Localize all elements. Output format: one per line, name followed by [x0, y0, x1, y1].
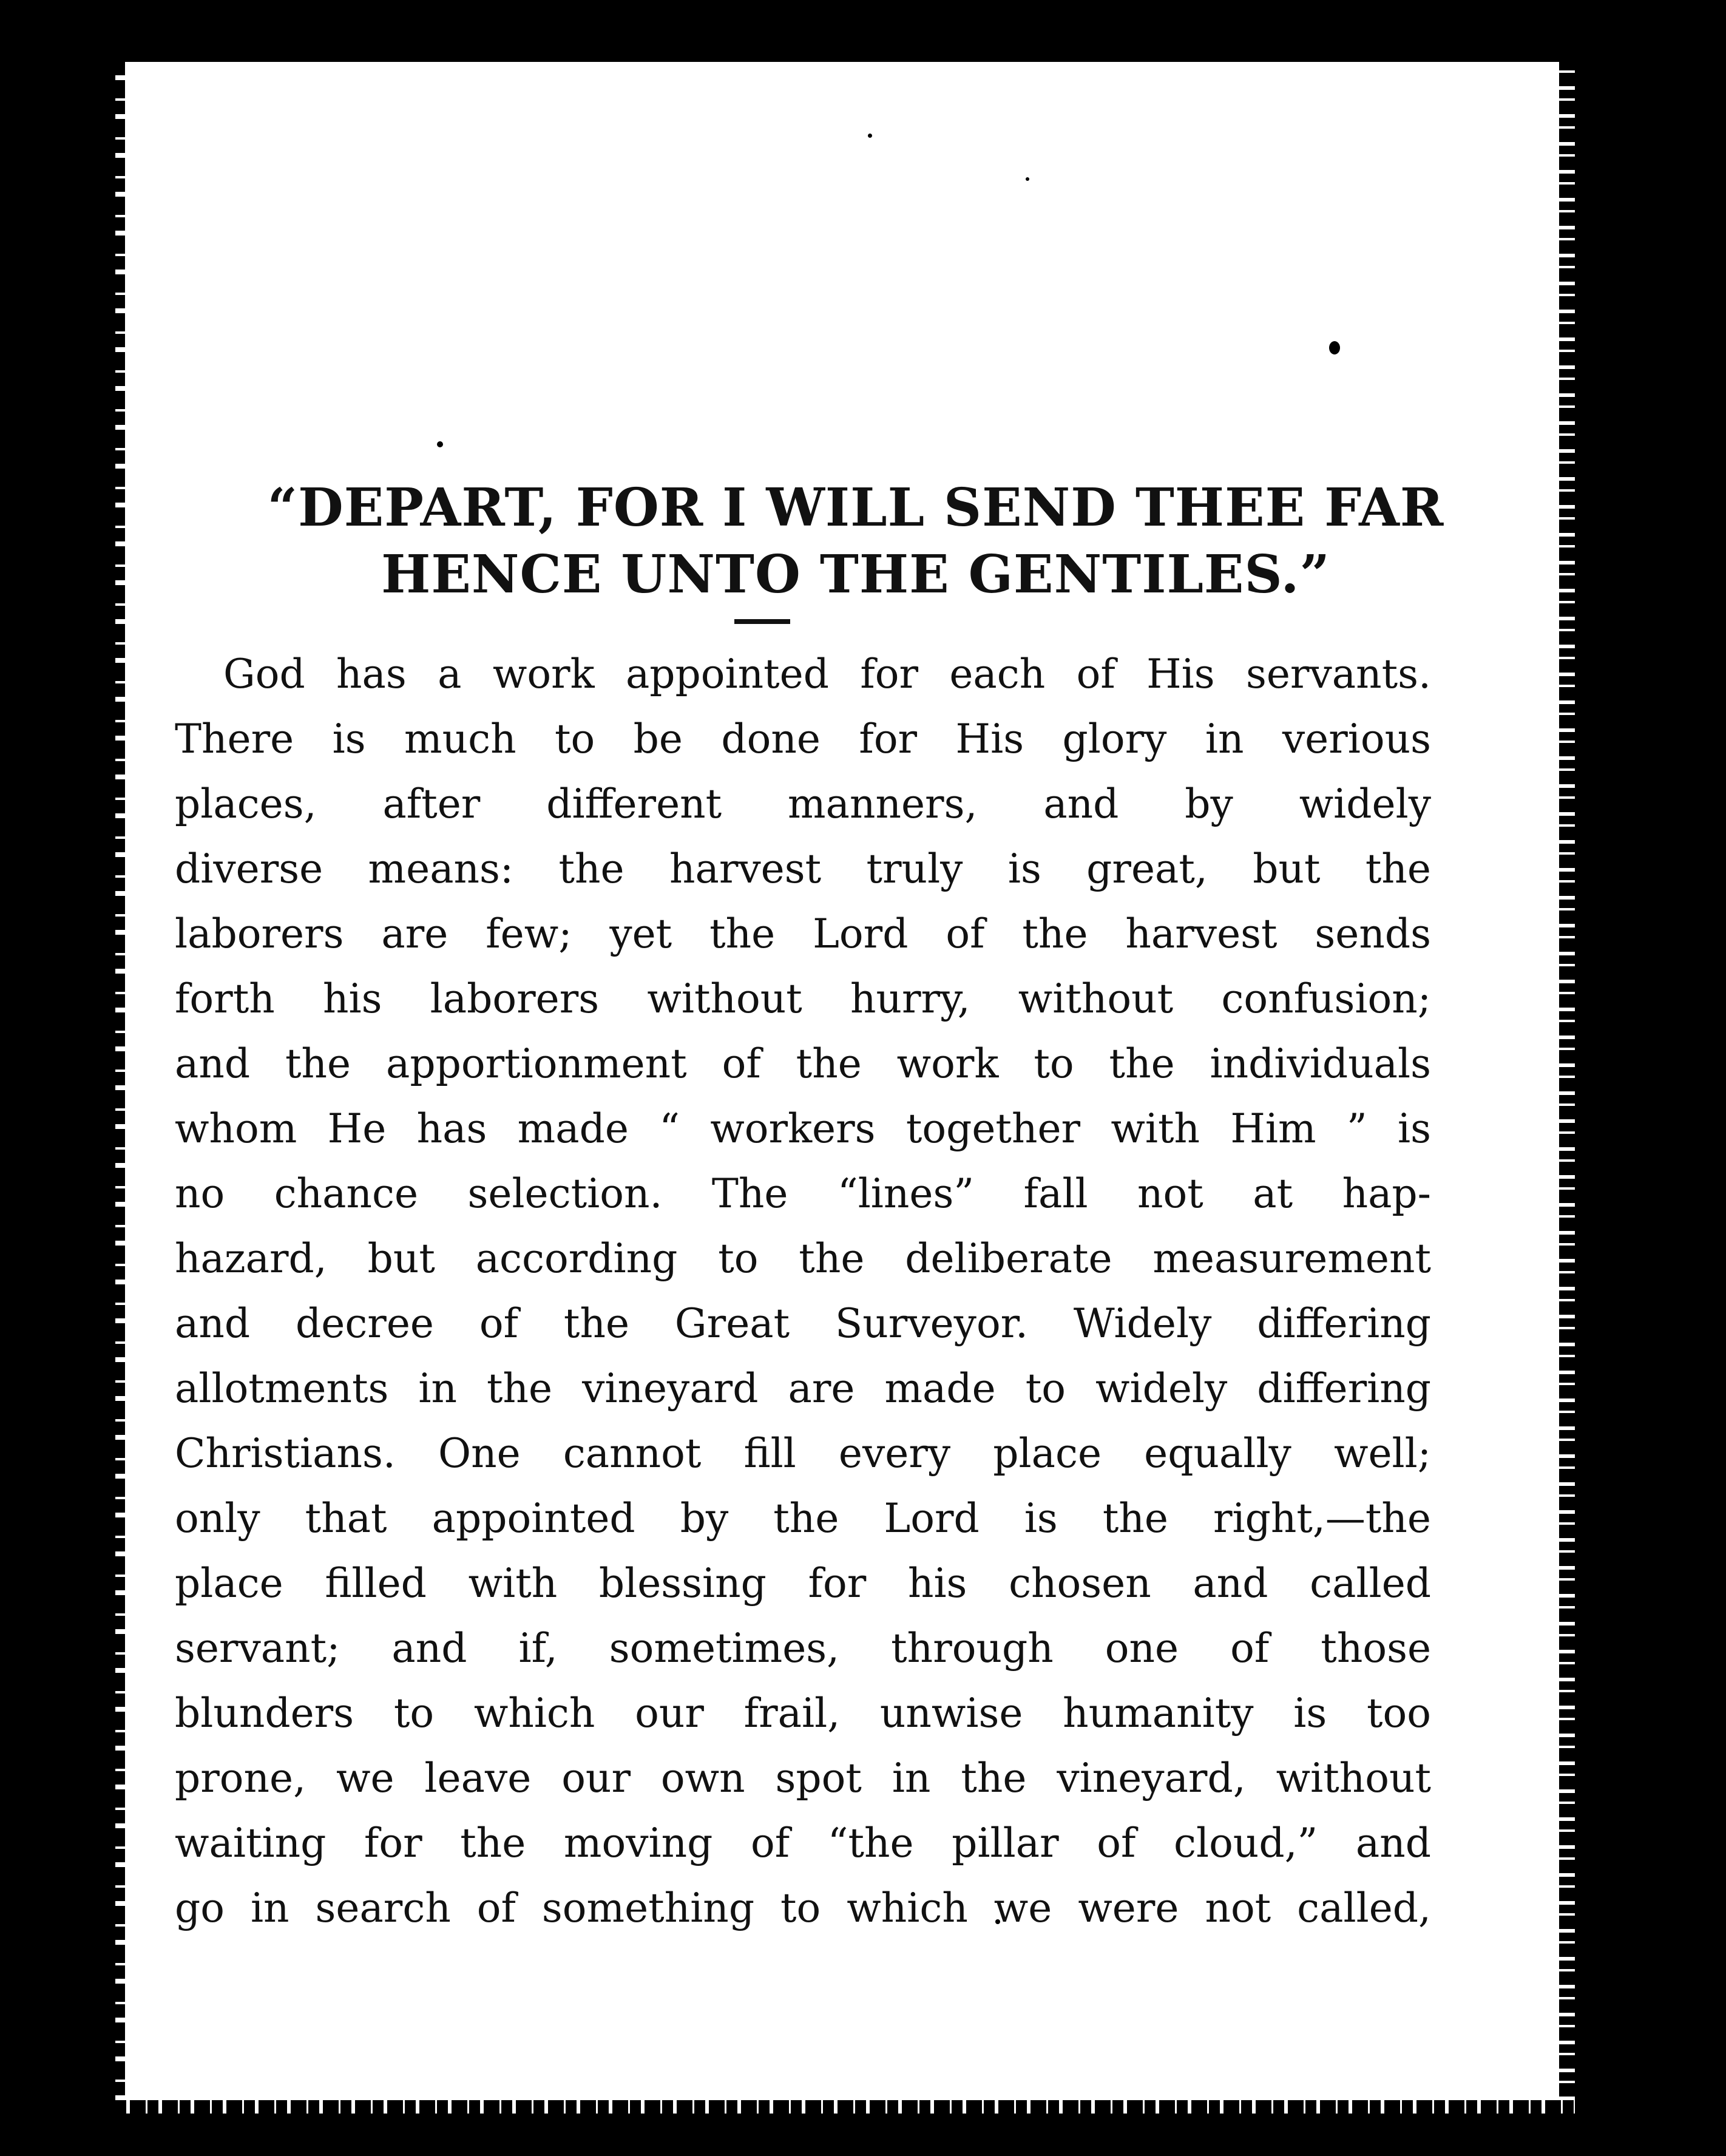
ink-speck — [868, 134, 872, 138]
text-line: prone, we leave our own spot in the vineyard, without — [175, 1755, 1431, 1802]
text-line: servant; and if, sometimes, through one of those — [175, 1625, 1431, 1672]
binding-edge — [115, 62, 125, 2114]
body-text — [175, 642, 1431, 1941]
text-line: blunders to which our frail, unwise humanity is too — [175, 1690, 1431, 1737]
text-line: laborers are few; yet the Lord of the harvest sends — [175, 910, 1431, 957]
chapter-heading — [200, 475, 1511, 608]
text-line: God has a work appointed for each of His servants. — [223, 651, 1431, 697]
text-line: only that appointed by the Lord is the right,—the — [175, 1495, 1431, 1542]
text-line: no chance selection. The “lines” fall not at hap- — [175, 1170, 1431, 1217]
ink-speck — [437, 441, 443, 447]
text-line: go in search of something to which we were not called, — [175, 1885, 1431, 1931]
heading-line-1: “DEPART, FOR I WILL SEND THEE FAR — [267, 477, 1444, 538]
text-line: diverse means: the harvest truly is great, but the — [175, 846, 1431, 892]
text-line: waiting for the moving of “the pillar of cloud,” and — [175, 1820, 1431, 1866]
text-line: and decree of the Great Surveyor. Widely differing — [175, 1300, 1431, 1347]
text-line: and the apportionment of the work to the individuals — [175, 1040, 1431, 1087]
text-line: forth his laborers without hurry, without confusion; — [175, 975, 1431, 1022]
ink-speck — [1329, 341, 1340, 354]
heading-rule — [734, 619, 790, 624]
text-line: places, after different manners, and by widely — [175, 781, 1431, 827]
ink-speck — [1560, 1252, 1566, 1258]
text-line: There is much to be done for His glory in verious — [175, 716, 1431, 762]
text-line: Christians. One cannot fill every place equally well; — [175, 1430, 1431, 1477]
ink-speck — [1026, 177, 1029, 181]
torn-bottom-edge — [115, 2100, 1575, 2114]
heading-line-2: HENCE UNTO THE GENTILES.” — [381, 544, 1330, 605]
text-line: place filled with blessing for his chosen and called — [175, 1560, 1431, 1607]
text-line: allotments in the vineyard are made to widely differing — [175, 1365, 1431, 1412]
book-page — [115, 56, 1575, 2114]
torn-right-edge — [1559, 62, 1575, 2114]
text-line: whom He has made “ workers together with Him ” is — [175, 1105, 1431, 1152]
text-line: hazard, but according to the deliberate measurement — [175, 1235, 1431, 1282]
